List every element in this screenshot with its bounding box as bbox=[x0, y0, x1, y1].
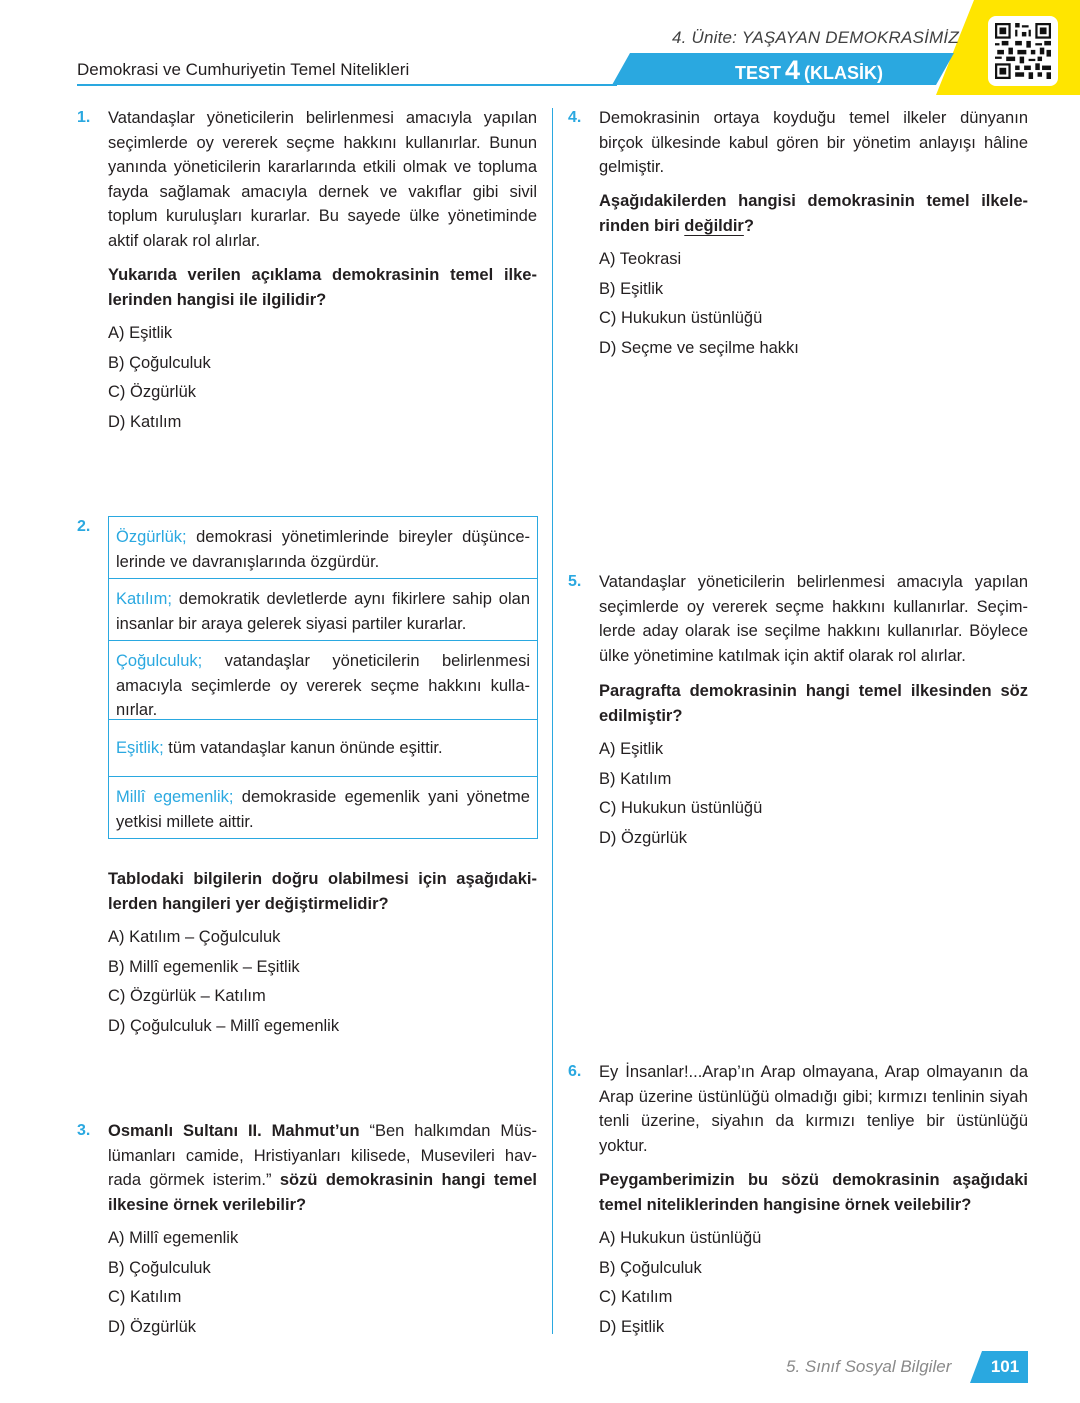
q3-options bbox=[108, 1224, 238, 1343]
q3-option-c[interactable]: C) Katılım bbox=[108, 1288, 182, 1307]
q2-desc: demokrasi yönetimlerinde bireyler düşüncelerinde ve davranışlarında özgürdür. bbox=[116, 528, 530, 571]
q1-question: Yukarıda verilen açıklama demokrasinin temel ilkelerinden hangisi ile ilgilidir? bbox=[108, 266, 537, 309]
q3-text bbox=[108, 1119, 537, 1217]
topic-title: Demokrasi ve Cumhuriyetin Temel Nitelikleri bbox=[77, 60, 410, 79]
q6-option-b[interactable]: B) Çoğulculuk bbox=[599, 1258, 702, 1277]
q2-desc: tüm vatandaşlar kanun önünde eşittir. bbox=[168, 739, 443, 757]
unit-title: 4. Ünite: YAŞAYAN DEMOKRASİMİZ bbox=[672, 28, 959, 47]
q4-text: Demokrasinin ortaya koyduğu temel ilkeler dünyanın birçok ülkesinde kabul gören bir yönetim anlayışı hâline gelmiştir. bbox=[599, 109, 1028, 176]
q5-options bbox=[599, 735, 762, 854]
q3-quote: “Ben halkımdan Müslümanları camide, Hristiyanları kilisede, Musevileri havrada görmek isterim.” bbox=[108, 1122, 537, 1189]
q3-question: sözü demokrasinin hangi temel ilkesine örnek verilebilir? bbox=[108, 1171, 537, 1214]
q1-options bbox=[108, 319, 211, 438]
q6-options bbox=[599, 1224, 761, 1343]
page-number: 101 bbox=[990, 1357, 1020, 1376]
q2-option-a[interactable]: A) Katılım – Çoğulculuk bbox=[108, 928, 281, 946]
q2-term: Millî egemenlik; bbox=[116, 788, 234, 806]
q1-option-c[interactable]: C) Özgürlük bbox=[108, 383, 197, 402]
q2-table-row bbox=[109, 578, 537, 640]
q4-option-c[interactable]: C) Hukukun üstünlüğü bbox=[599, 309, 763, 328]
test-label bbox=[735, 55, 883, 85]
q4-question-post: ? bbox=[743, 216, 754, 235]
q2-term: Özgürlük; bbox=[116, 528, 187, 546]
q4-option-b[interactable]: B) Eşitlik bbox=[599, 279, 664, 298]
header-divider bbox=[77, 84, 617, 86]
q2-term: Eşitlik; bbox=[116, 739, 164, 757]
book-title: 5. Sınıf Sosyal Bilgiler bbox=[786, 1357, 952, 1376]
q2-table-row bbox=[109, 517, 537, 578]
q4-number: 4. bbox=[568, 109, 582, 126]
test-prefix: TEST bbox=[735, 63, 782, 83]
q6-option-c[interactable]: C) Katılım bbox=[599, 1288, 673, 1307]
test-number: 4 bbox=[785, 55, 801, 85]
q4-option-d[interactable]: D) Seçme ve seçilme hakkı bbox=[599, 339, 799, 358]
q2-table-row bbox=[109, 719, 537, 776]
q3-option-b[interactable]: B) Çoğulculuk bbox=[108, 1258, 211, 1277]
q1-text: Vatandaşlar yöneticilerin belirlenmesi amacıyla yapılan seçimlerde oy vererek seçme hakkını kullanırlar. Bunun yanında yöneticilerin kararlarında etkili olmak ve topluma fayda sağlamak amacıyla dernek ve vakıflar gibi sivil toplum kuruluşları kurarlar. Bu sayede ülke yönetiminde aktif olarak rol alırlar. bbox=[108, 109, 537, 250]
qr-code-graphic bbox=[995, 23, 1051, 79]
q2-option-d[interactable]: D) Çoğulculuk – Millî egemenlik bbox=[108, 1017, 340, 1036]
q5-option-a[interactable]: A) Eşitlik bbox=[599, 740, 664, 758]
q6-text: Ey İnsanlar!...Arap’ın Arap olmayana, Arap olmayanın da Arap üzerine üstünlüğü olmadığı gibi; kırmızı tenlinin siyah tenli üzerine, siyahın da kırmızı tenliye bir üstünlüğü yoktur. bbox=[599, 1063, 1028, 1155]
q2-term: Çoğulculuk; bbox=[116, 652, 203, 670]
test-type: (KLASİK) bbox=[804, 63, 884, 83]
q2-option-b[interactable]: B) Millî egemenlik – Eşitlik bbox=[108, 957, 300, 976]
q2-desc: vatandaşlar yöneticilerin belirlenmesi amacıyla seçimlerde oy vererek seçme hakkını kullanırlar. bbox=[116, 652, 530, 719]
q2-table-row bbox=[109, 776, 537, 838]
q6-number: 6. bbox=[568, 1063, 582, 1080]
q1-number: 1. bbox=[77, 109, 91, 126]
q1-option-a[interactable]: A) Eşitlik bbox=[108, 324, 173, 342]
q5-number: 5. bbox=[568, 573, 582, 590]
q2-term: Katılım; bbox=[116, 590, 172, 608]
q4-question-neg: değildir bbox=[684, 216, 744, 235]
q6-option-d[interactable]: D) Eşitlik bbox=[599, 1318, 665, 1337]
q4-options bbox=[599, 245, 799, 364]
q3-number: 3. bbox=[77, 1122, 91, 1139]
q2-table-row bbox=[109, 640, 537, 719]
q4-option-a[interactable]: A) Teokrasi bbox=[599, 250, 682, 268]
qr-code-icon[interactable] bbox=[988, 16, 1058, 86]
q4-question bbox=[599, 189, 1028, 238]
q6-option-a[interactable]: A) Hukukun üstünlüğü bbox=[599, 1229, 762, 1247]
q2-table bbox=[108, 516, 538, 839]
q5-option-c[interactable]: C) Hukukun üstünlüğü bbox=[599, 799, 763, 818]
q3-intro: Osmanlı Sultanı II. Mahmut’un bbox=[108, 1122, 360, 1140]
q5-option-b[interactable]: B) Katılım bbox=[599, 769, 672, 788]
q5-question: Paragrafta demokrasinin hangi temel ilkesinden söz edilmiştir? bbox=[599, 682, 1028, 725]
q6-question: Peygamberimizin bu sözü demokrasinin aşağıdaki temel niteliklerinden hangisine örnek veilebilir? bbox=[599, 1171, 1028, 1214]
q2-option-c[interactable]: C) Özgürlük – Katılım bbox=[108, 987, 266, 1006]
q3-option-a[interactable]: A) Millî egemenlik bbox=[108, 1229, 239, 1247]
q4-question-pre: Aşağıdakilerden hangisi demokrasinin temel ilkelerinden biri bbox=[599, 192, 1028, 235]
q2-number: 2. bbox=[77, 518, 91, 535]
column-divider bbox=[552, 108, 553, 1334]
q2-question: Tablodaki bilgilerin doğru olabilmesi için aşağıdakilerden hangileri yer değiştirmelidir? bbox=[108, 870, 537, 913]
q1-option-d[interactable]: D) Katılım bbox=[108, 413, 182, 432]
q2-options bbox=[108, 923, 339, 1042]
q1-option-b[interactable]: B) Çoğulculuk bbox=[108, 353, 211, 372]
q5-option-d[interactable]: D) Özgürlük bbox=[599, 829, 688, 848]
q3-option-d[interactable]: D) Özgürlük bbox=[108, 1318, 197, 1337]
q2-desc: demokraside egemenlik yani yönetme yetkisi millete aittir. bbox=[116, 788, 530, 831]
q5-text: Vatandaşlar yöneticilerin belirlenmesi amacıyla yapılan seçimlerde oy vererek seçme hakkını kullanırlar. Seçimlerde aday olarak ise seçilme hakkını kullanırlar. Böylece ülke yönetimine katılmak için aktif olarak rol alırlar. bbox=[599, 573, 1028, 665]
q2-desc: demokratik devletlerde aynı fikirlere sahip olan insanlar bir araya gelerek siyasi partiler kurarlar. bbox=[116, 590, 530, 633]
